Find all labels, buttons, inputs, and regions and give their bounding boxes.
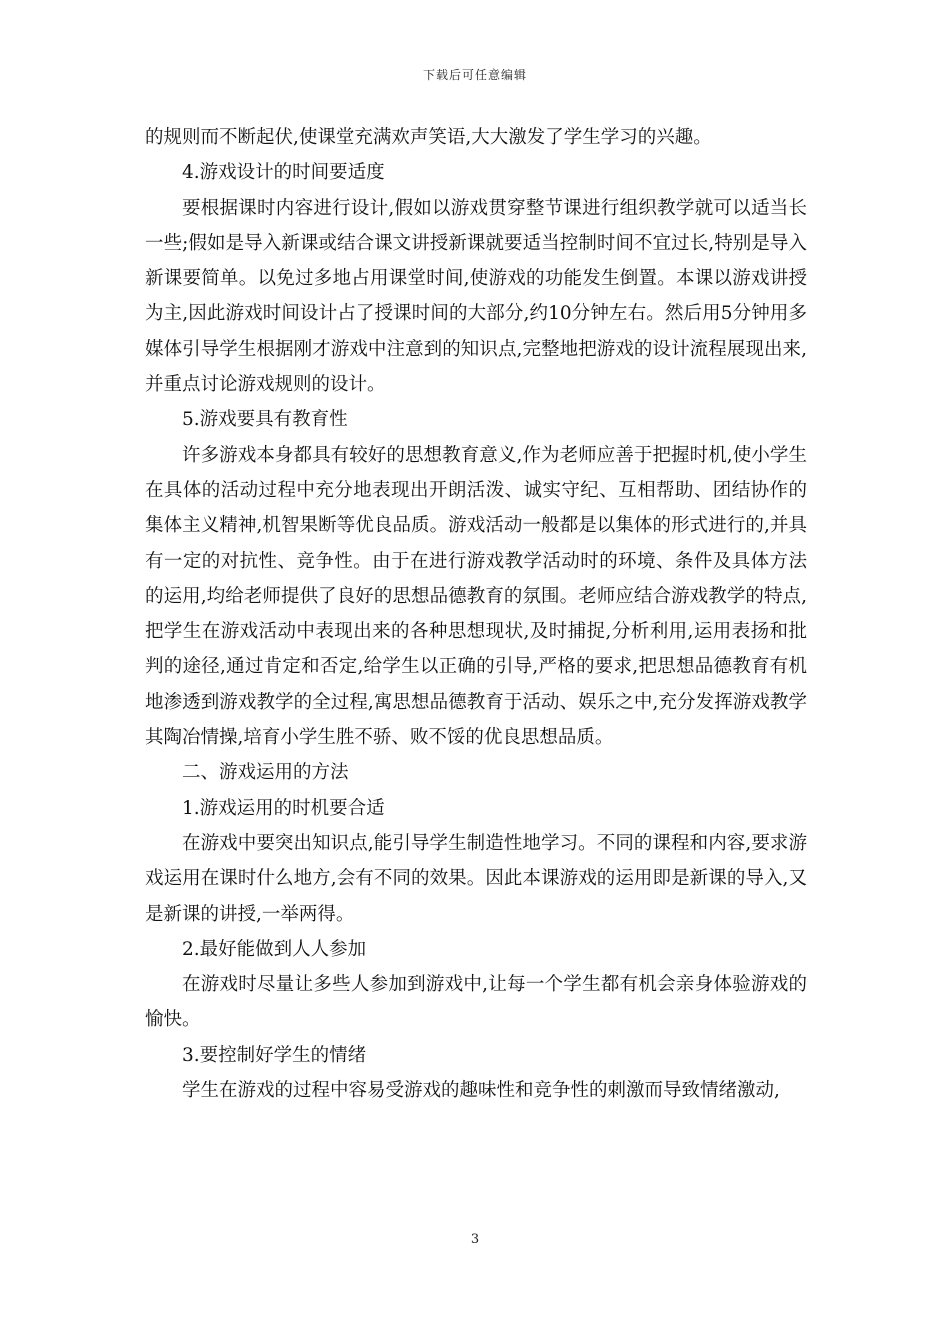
paragraph: 在游戏时尽量让多些人参加到游戏中,让每一个学生都有机会亲身体验游戏的愉快。 bbox=[145, 974, 807, 1031]
paragraph: 在游戏中要突出知识点,能引导学生制造性地学习。不同的课程和内容,要求游戏运用在课时什么地方,会有不同的效果。因此本课游戏的运用即是新课的导入,又是新课的讲授,一举两得。 bbox=[145, 832, 807, 925]
paragraph: 许多游戏本身都具有较好的思想教育意义,作为老师应善于把握时机,使小学生在具体的活动过程中充分地表现出开朗活泼、诚实守纪、互相帮助、团结协作的集体主义精神,机智果断等优良品质。游戏活动一般都是以集体的形式进行的,并具有一定的对抗性、竞争性。由于在进行游戏教学活动时的环境、条件及具体方法的运用,均给老师提供了良好的思想品德教育的氛围。老师应结合游戏教学的特点,把学生在游戏活动中表现出来的各种思想现状,及时捕捉,分析利用,运用表扬和批判的途径,通过肯定和否定,给学生以正确的引导,严格的要求,把思想品德教育有机地渗透到游戏教学的全过程,寓思想品德教育于活动、娱乐之中,充分发挥游戏教学其陶冶情操,培育小学生胜不骄、败不馁的优良思想品质。 bbox=[145, 444, 807, 749]
section-heading: 1.游戏运用的时机要合适 bbox=[182, 797, 385, 819]
paragraph: 要根据课时内容进行设计,假如以游戏贯穿整节课进行组织教学就可以适当长一些;假如是导入新课或结合课文讲授新课就要适当控制时间不宜过长,特别是导入新课要简单。以免过多地占用课堂时间,使游戏的功能发生倒置。本课以游戏讲授为主,因此游戏时间设计占了授课时间的大部分,约10分钟左右。然后用5分钟用多媒体引导学生根据刚才游戏中注意到的知识点,完整地把游戏的设计流程展现出来,并重点讨论游戏规则的设计。 bbox=[145, 197, 807, 396]
section-heading: 2.最好能做到人人参加 bbox=[182, 938, 367, 960]
document-body bbox=[145, 120, 807, 1108]
paragraph: 学生在游戏的过程中容易受游戏的趣味性和竞争性的刺激而导致情绪激动, bbox=[182, 1080, 780, 1102]
paragraph: 的规则而不断起伏,使课堂充满欢声笑语,大大激发了学生学习的兴趣。 bbox=[145, 127, 712, 148]
section-heading: 3.要控制好学生的情绪 bbox=[182, 1044, 367, 1066]
section-heading: 5.游戏要具有教育性 bbox=[182, 409, 348, 431]
page-header: 下载后可任意编辑 bbox=[422, 68, 527, 82]
page-number: 3 bbox=[470, 1232, 480, 1247]
section-heading: 4.游戏设计的时间要适度 bbox=[182, 162, 385, 184]
section-heading: 二、游戏运用的方法 bbox=[182, 762, 349, 784]
